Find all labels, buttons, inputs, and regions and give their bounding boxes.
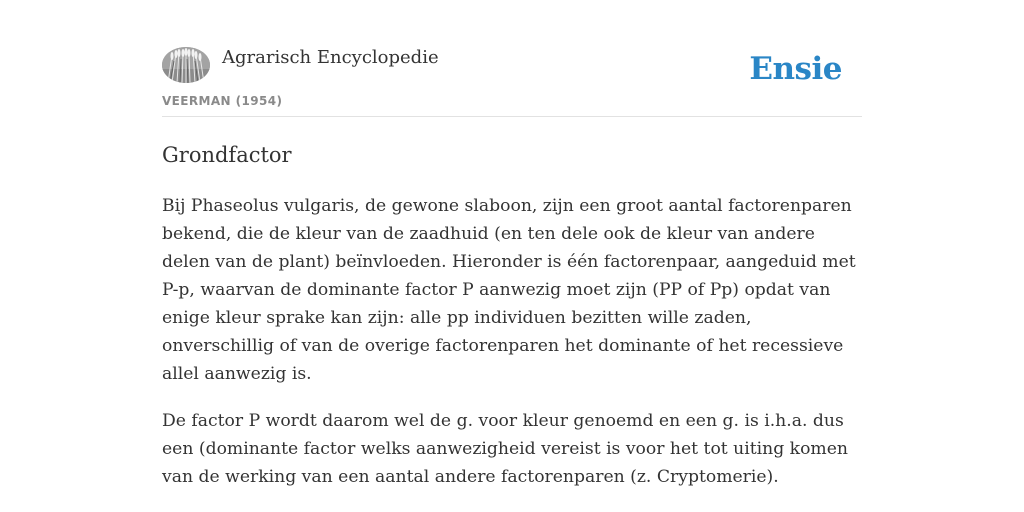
entry-paragraph: De factor P wordt daarom wel de g. voor kleur genoemd en een g. is i.h.a. dus een (dominante factor welks aanwezigheid vereist is voor het tot uiting komen van de werking van een aantal andere factorenparen (z. Cryptomerie). [162,411,848,487]
wheat-field-thumbnail-icon[interactable] [162,47,210,83]
source-label: VEERMAN (1954) [162,94,283,108]
site-title[interactable]: Agrarisch Encyclopedie [222,47,439,68]
entry-title: Grondfactor [162,143,292,167]
entry-content [162,138,862,491]
header [162,44,862,117]
entry-paragraph: Bij Phaseolus vulgaris, de gewone slaboon, zijn een groot aantal factorenparen bekend, die de kleur van de zaadhuid (en ten dele ook de kleur van andere delen van de plant) beïnvloeden. Hieronder is één factorenpaar, aangeduid met P-p, waarvan de dominante factor P aanwezig moet zijn (PP of Pp) opdat van enige kleur sprake kan zijn: alle pp individuen bezitten wille zaden, onverschillig of van de overige factorenparen het dominante of het recessieve allel aanwezig is. [162,196,856,384]
brand-logo[interactable]: Ensie [749,51,842,87]
